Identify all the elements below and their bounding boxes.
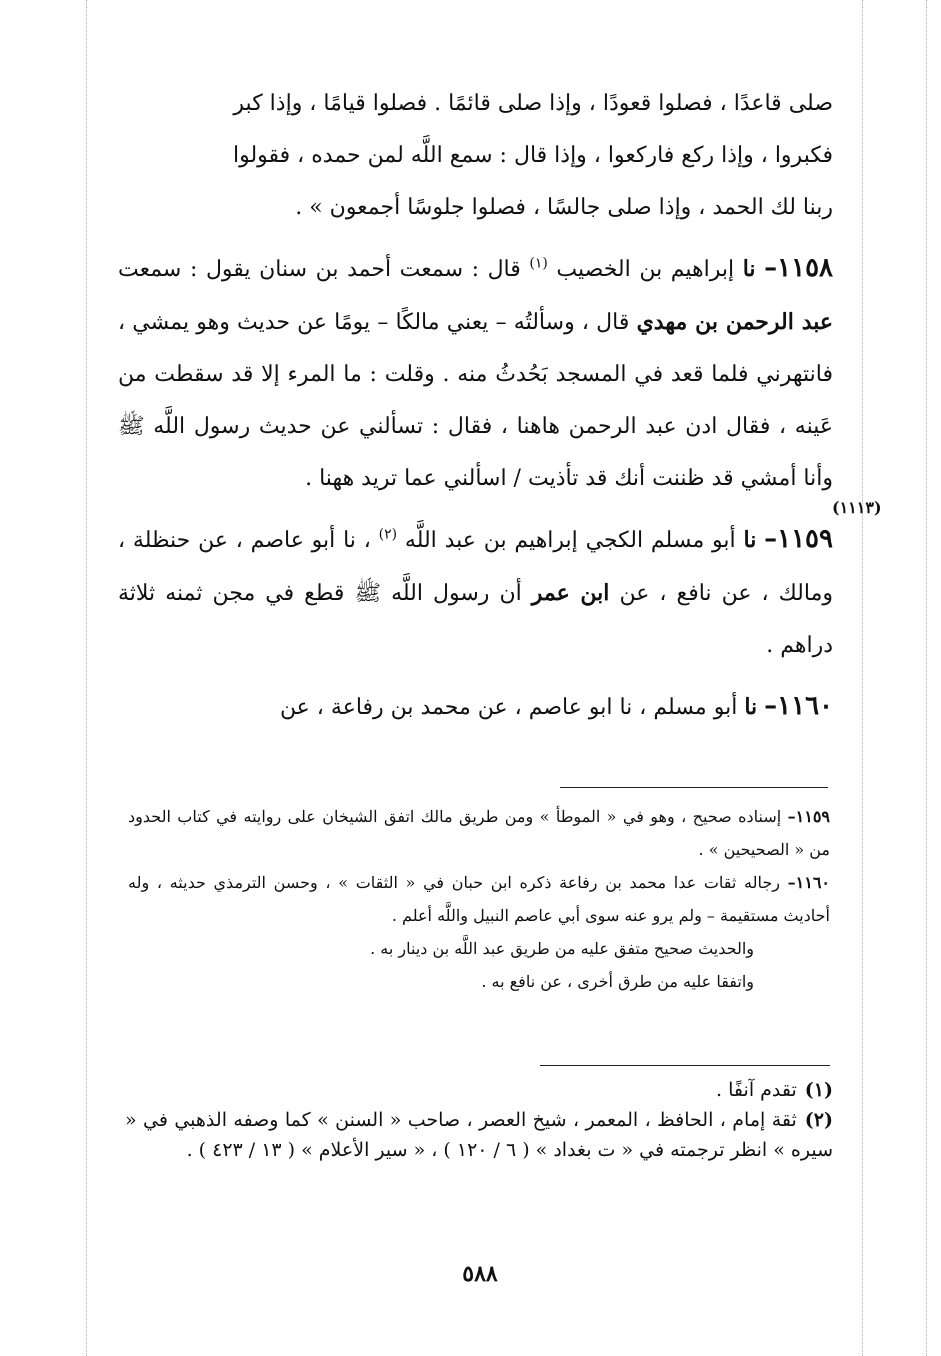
footnote-ref: (٢) — [378, 526, 398, 543]
hadith-text: قال : سمعت أحمد بن سنان يقول : سمعت — [118, 257, 530, 282]
narrator-name: عبد الرحمن بن مهدي — [636, 309, 834, 335]
scan-guide-line — [86, 0, 87, 1356]
narration-word: نا — [743, 527, 757, 553]
note-number: ١١٦٠– — [787, 873, 830, 892]
footnote-ref: (١) — [529, 255, 548, 272]
footnote-label: (١) — [804, 1079, 833, 1101]
intro-line: ربنا لك الحمد ، وإذا صلى جالسًا ، فصلوا جلوسًا أجمعون » . — [295, 195, 833, 220]
hadith-1160 — [118, 680, 833, 734]
hadith-1159 — [118, 513, 833, 672]
note-line: واتفقا عليه من طرق أخرى ، عن نافع به . — [481, 972, 754, 991]
hadith-1158 — [118, 242, 833, 505]
commentary-notes — [128, 800, 830, 998]
footnote-1 — [125, 1075, 833, 1105]
main-text — [118, 78, 833, 734]
hadith-number: ١١٥٩– — [764, 524, 833, 554]
scan-guide-line — [862, 0, 863, 1356]
footnote-text: تقدم آنفًا . — [716, 1079, 797, 1101]
footnote-2 — [125, 1105, 833, 1165]
hadith-number: ١١٥٨– — [764, 253, 833, 283]
page-number: ٥٨٨ — [462, 1261, 498, 1287]
note-text: رجاله ثقات عدا محمد بن رفاعة ذكره ابن حبان في « الثقات » ، وحسن الترمذي حديثه ، وله أحاديث مستقيمة – ولم يرو عنه سوى أبي عاصم النبيل واللَّه أعلم . — [128, 873, 830, 925]
note-line: والحديث صحيح متفق عليه من طريق عبد اللَّه بن دينار به . — [370, 939, 754, 958]
scan-guide-line — [926, 0, 927, 1356]
note-1159 — [128, 800, 830, 866]
note-text: إسناده صحيح ، وهو في « الموطأ » ومن طريق مالك اتفق الشيخان على روايته في كتاب الحدود من « الصحيحين » . — [128, 807, 830, 859]
hadith-text: أن رسول اللَّه ﷺ قطع في مجن ثمنه ثلاثة دراهم . — [118, 581, 833, 658]
intro-line: فكبروا ، وإذا ركع فاركعوا ، وإذا قال : سمع اللَّه لمن حمده ، فقولوا — [232, 143, 833, 168]
footnote-text: ثقة إمام ، الحافظ ، المعمر ، شيخ العصر ، صاحب « السنن » كما وصفه الذهبي في « سيره » انظر ترجمته في « ت بغداد » ( ٦ / ١٢٠ ) ، « سير الأعلام » ( ١٣ / ٤٢٣ ) . — [125, 1109, 833, 1161]
hadith-text: قال ، وسألتُه – يعني مالكًا – يومًا عن حديث وهو يمشي ، فانتهرني فلما قعد في المسجد بَحُدثُ منه . وقلت : ما المرء إلا قد سقطت من عَينه ، فقال ادن عبد الرحمن هاهنا ، فقال : تسألني عن حديث رسول اللَّه ﷺ وأنا أمشي قد ظننت أنك قد تأذيت / اسألني عما تريد ههنا . — [118, 310, 833, 491]
notes-divider — [560, 787, 828, 788]
intro-line: صلى قاعدًا ، فصلوا قعودًا ، وإذا صلى قائمًا . فصلوا قيامًا ، وإذا كبر — [233, 91, 833, 116]
hadith-number: ١١٦٠– — [764, 691, 833, 721]
margin-reference: (١١١٣) — [832, 498, 882, 517]
note-1160 — [128, 866, 830, 932]
footnote-label: (٢) — [804, 1109, 833, 1131]
narration-word: نا — [744, 694, 758, 720]
footnotes — [125, 1075, 833, 1165]
note-number: ١١٥٩– — [787, 807, 830, 826]
hadith-text: أبو مسلم ، نا ابو عاصم ، عن محمد بن رفاعة ، عن — [279, 695, 745, 720]
hadith-text: إبراهيم بن الخصيب — [547, 257, 743, 282]
narrator-name: ابن عمر — [531, 580, 610, 606]
hadith-text: ، نا أبو عاصم ، عن حنظلة ، ومالك ، عن نافع ، عن — [118, 528, 833, 606]
hadith-text: أبو مسلم الكجي إبراهيم بن عبد اللَّه — [397, 528, 744, 553]
narration-word: نا — [742, 256, 756, 282]
footnotes-divider — [540, 1065, 830, 1066]
